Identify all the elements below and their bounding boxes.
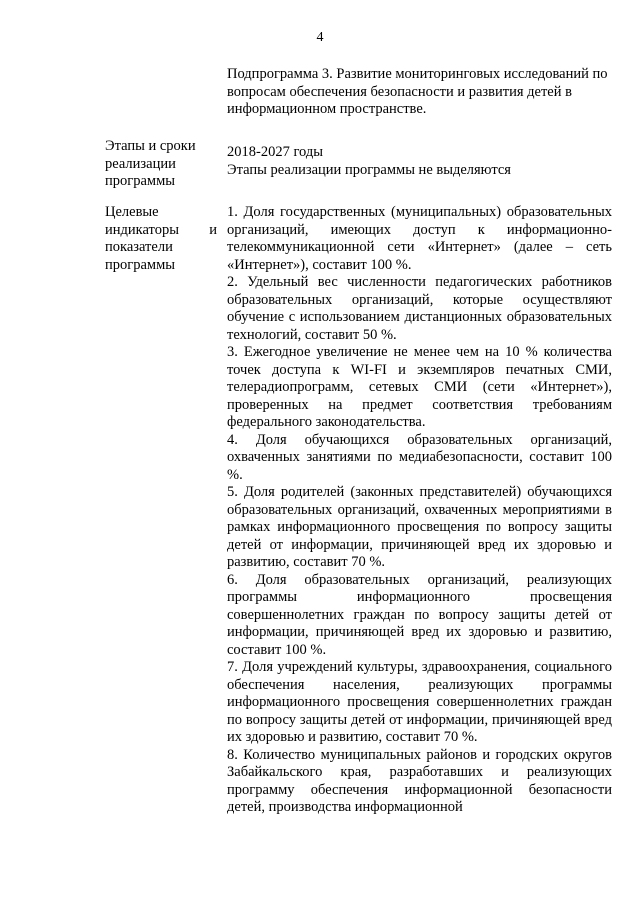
stages-note: Этапы реализации программы не выделяются	[227, 161, 511, 178]
page-number: 4	[316, 30, 324, 45]
indicators-list	[227, 204, 612, 817]
indicator-item: 3. Ежегодное увеличение не менее чем на 10 % количества точек доступа к WI-FI и экземпляров печатных СМИ, телерадиопрограмм, сетевых СМИ (сети «Интернет»), проверенных на предмет соответствия требованиям федерального законодательства.	[227, 344, 612, 430]
stages-period: 2018-2027 годы	[227, 144, 323, 160]
stages-label	[105, 138, 217, 191]
indicator-item: 2. Удельный вес численности педагогических работников образовательных организаций, которые осуществляют обучение с использованием дистанционных образовательных технологий, составит 50 %.	[227, 274, 612, 343]
indicators-label-line: Целевые	[105, 204, 159, 220]
indicators-label-line: индикаторы и	[105, 221, 217, 238]
subprogram-title: Подпрограмма 3. Развитие мониторинговых исследований по вопросам обеспечения безопасности и развития детей в информационном пространстве.	[227, 66, 608, 117]
stages-label-line: программы	[105, 173, 175, 189]
stages-content	[227, 144, 612, 179]
stages-label-line: реализации	[105, 155, 176, 172]
indicators-label	[105, 204, 217, 274]
indicator-item: 7. Доля учреждений культуры, здравоохранения, социального обеспечения населения, реализующих программы информационного просвещения совершеннолетних граждан по вопросу защиты детей от информации, причиняющей вред их здоровью и развитию, составит 70 %.	[227, 659, 612, 745]
indicator-item: 6. Доля образовательных организаций, реализующих программы информационного просвещения совершеннолетних граждан по вопросу защиты детей от информации, причиняющей вред их здоровью и развитию, составит 100 %.	[227, 571, 612, 658]
indicator-item: 1. Доля государственных (муниципальных) образовательных организаций, имеющих доступ к информационно-телекоммуникационной сети «Интернет» (далее – сеть «Интернет»), составит 100 %.	[227, 204, 612, 273]
indicator-item: 8. Количество муниципальных районов и городских округов Забайкальского края, разработавших и реализующих программу обеспечения информационной безопасности детей, производства информационной	[227, 746, 612, 815]
indicators-label-line: показатели	[105, 239, 173, 255]
indicator-item: 4. Доля обучающихся образовательных организаций, охваченных занятиями по медиабезопасности, составит 100 %.	[227, 431, 612, 483]
indicators-label-line: программы	[105, 256, 175, 273]
stages-label-line: Этапы и сроки	[105, 138, 196, 154]
indicator-item: 5. Доля родителей (законных представителей) обучающихся образовательных организаций, охваченных мероприятиями в рамках информационного просвещения по вопросу защиты детей от информации, причиняющей вред их здоровью и развитию, составит 70 %.	[227, 484, 612, 570]
